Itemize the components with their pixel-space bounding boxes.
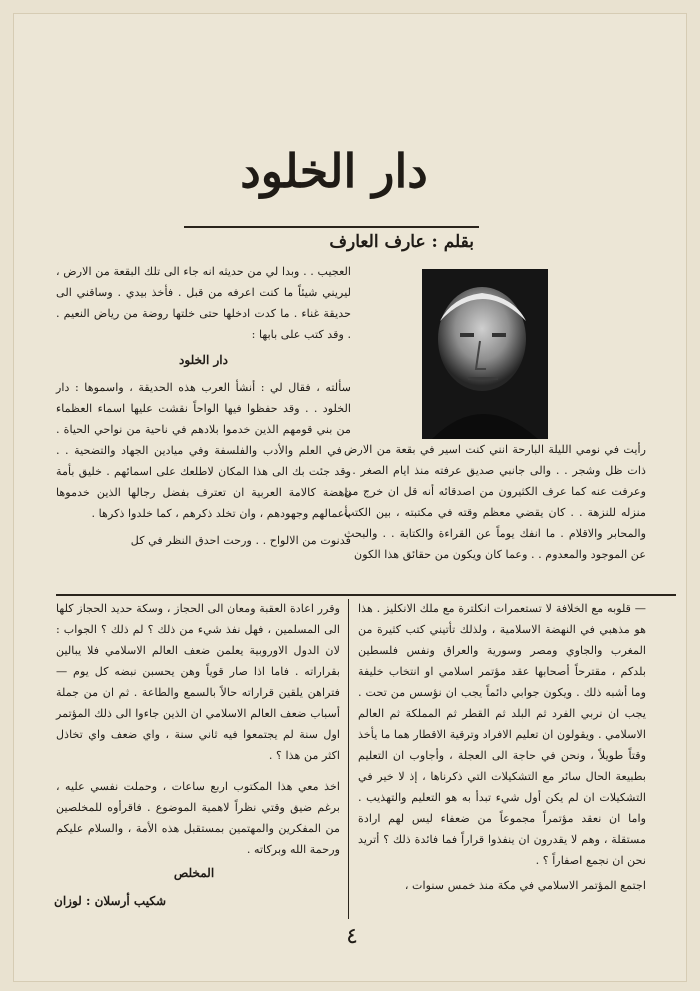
paragraph: وقرر اعادة العقبة ومعان الى الحجاز ، وسكة حديد الحجاز كلها الى المسلمين ، فهل نفذ شيء من ذلك ؟ لم ذلك ؟ الجواب : لان الدول الاوروبية يعلمن ضعف العالم الاسلامي فلا يبالين بقراراته . فاما اذا صار قوياً وهن يحسبن نبضه كل يوم — فتراهن يلقين قراراته حالاً بالسمع والطاعة . ثم ان من جملة أسباب ضعف العالم الاسلامي ان الذين جاءوا الى ذلك المؤتمر اول سنة لم يجتمعوا فيه ثاني سنة ، واي ضعف واي تخاذل اكثر من هذا ؟ . xyxy=(56,602,340,762)
column-bottom-left xyxy=(56,598,340,860)
page-number: ٤ xyxy=(346,924,358,949)
paragraph: اجتمع المؤتمر الاسلامي في مكة منذ خمس سنوات ، xyxy=(404,879,646,892)
title-underline xyxy=(184,226,479,228)
column-divider xyxy=(348,599,349,919)
signature-name: شكيب أرسلان : لوزان xyxy=(54,894,167,908)
magazine-page xyxy=(14,14,686,981)
column-bottom-right xyxy=(358,598,646,896)
section-divider xyxy=(56,594,676,596)
paragraph: العجيب . . وبدا لي من حديثه انه جاء الى تلك البقعة من الارض ، ليريني شيئاً ما كنت اعرفه من قبل . فأخذ بيدي . وساقني الى حديقة غناء . ما كدت ادخلها حتى خلتها روضة من رياض النعيم . . وقد كتب على بابها : xyxy=(56,265,351,341)
section-subheading: دار الخلود xyxy=(179,353,228,367)
column-top-right xyxy=(344,439,646,565)
column-top-left xyxy=(56,261,351,551)
article-title: دار الخلود xyxy=(240,144,428,198)
article-byline: بقلم : عارف العارف xyxy=(329,232,474,252)
author-portrait xyxy=(422,269,548,439)
paragraph: سألته ، فقال لي : أنشأ العرب هذه الحديقة ، واسموها : دار الخلود . . وقد حفظوا فيها الواحاً نقشت عليها اسماء العظماء من بني قومهم الذين خدموا بلادهم في ناحية من نواحي الحياة . . في العلم والأدب والفلسفة وفي ميادين الجهاد والتضحية . . وقد جئت بك الى هذا المكان لاطلعك على اسمائهم . خليق بأمة ناهضة كالامة العربية ان تعترف بفضل رجالها الذين خدموها بأعمالهم وجهودهم ، وان تخلد ذكرهم ، كما خلدوا ذكرها . xyxy=(56,381,351,520)
paragraph: اخذ معي هذا المكتوب اربع ساعات ، وحملت نفسي عليه ، برغم ضيق وقتي نظراً لاهمية الموضوع . فاقرأوه للمخلصين من المفكرين والمهتمين بمستقبل هذه الأمة ، والسلام عليكم ورحمة الله وبركاته . xyxy=(56,780,340,856)
paragraph: رأيت في نومي الليلة البارحة انني كنت اسير في بقعة من الارض ذات ظل وشجر . . والى جانبي صديق عرفته منذ ايام الصغر . . وعرفت عنه كما عرف الكثيرون من اصدقائه أنه قل ان خرج من منزله للنزهة . . كان يقضي معظم وقته في مكتبته ، بين الكتب والمحابر والاقلام . ما انفك يوماً عن القراءة والكتابة . . والبحث عن الموجود والمعدوم . . وعما كان ويكون من حقائق هذا الكون xyxy=(344,443,646,561)
signature-closing: المخلص xyxy=(173,866,215,880)
paragraph: — قلوبه مع الخلافة لا تستعمرات انكلترة مع ملك الانكليز . هذا هو مذهبي في النهضة الاسلامية ، ولذلك تأتيني كتب كثيرة من المغرب والجاوي ومصر وسورية والعراق ونفس فلسطين بلدكم ، مقترحاً أصحابها عقد مؤتمر اسلامي او انتخاب خليفة وما أشبه ذلك . ويكون جوابي دائماً يجب ان نؤسس من تحت . يجب ان نربي الفرد ثم البلد ثم القطر ثم المملكة ثم العالم الاسلامي . ويقولون ان تعليم الافراد وترقية الاقطار هما ما يأخذ وقتاً طويلاً ، ونحن في حاجة الى العجلة ، وأجاوب ان التعليم بطبيعة الحال سائر مع التشكيلات التي ذكرناها ، إذ لا خير في التشكيلات ان لم يكن أول شيء تبدأ به هو التعليم والتهذيب . واما ان نعقد مؤتمراً مجموعاً من ضعفاء ليس لهم ارادة مستقلة ، وهم لا يقدرون ان ينفذوا قراراً فما فائدة ذلك ؟ أتريد نحن ان نجمع اصفاراً ؟ . xyxy=(358,602,646,867)
paragraph: فدنوت من الالواح . . ورحت احدق النظر في كل xyxy=(130,534,351,547)
